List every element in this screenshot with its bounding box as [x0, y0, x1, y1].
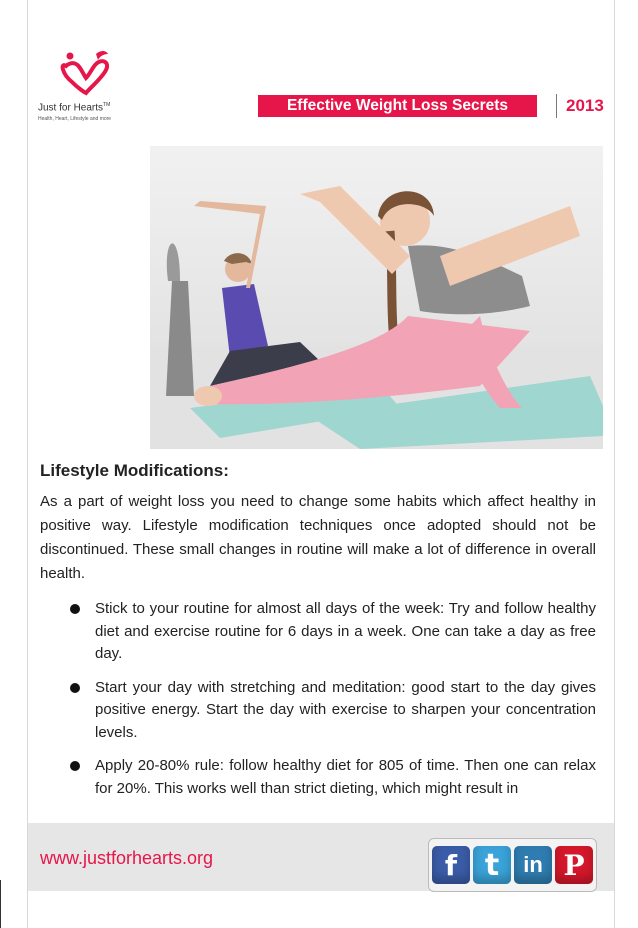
social-links — [428, 838, 597, 892]
linkedin-icon[interactable]: in — [514, 846, 552, 884]
brand-tagline: Health, Heart, Lifestyle and more — [38, 116, 112, 122]
section-heading: Lifestyle Modifications: — [40, 461, 229, 480]
list-item — [66, 598, 596, 666]
facebook-icon[interactable]: f — [432, 846, 470, 884]
pinterest-icon[interactable]: P — [555, 846, 593, 884]
header-year: 2013 — [566, 96, 604, 115]
list-item — [66, 677, 596, 745]
brand-name: Just for Hearts™ — [38, 102, 111, 114]
list-item — [66, 755, 596, 800]
heart-logo-icon — [56, 48, 116, 96]
header-title: Effective Weight Loss Secrets — [258, 95, 537, 117]
intro-paragraph: As a part of weight loss you need to change some habits which affect healthy in positive way. Lifestyle modification techniques once adopted should not be discontinued. These small changes in routine will make a lot of difference in overall health. — [40, 493, 596, 582]
twitter-icon[interactable]: t — [473, 846, 511, 884]
bullet-icon — [70, 761, 80, 771]
list-item-text: Stick to your routine for almost all days of the week: Try and follow healthy diet and exercise routine for 6 days in a week. One can take a day as free day. — [95, 600, 596, 662]
logo — [38, 48, 148, 128]
list-item-text: Start your day with stretching and meditation: good start to the day gives positive energy. Start the day with exercise to sharpen your concentration levels. — [95, 678, 596, 741]
bullet-icon — [70, 683, 80, 693]
tips-list — [66, 598, 596, 811]
hero-photo — [150, 146, 603, 449]
bullet-icon — [70, 604, 80, 614]
list-item-text: Apply 20-80% rule: follow healthy diet for 805 of time. Then one can relax for 20%. This works well than strict dieting, which might result in — [95, 757, 596, 797]
page-edge — [0, 880, 1, 928]
header-divider — [556, 94, 557, 118]
website-link[interactable]: www.justforhearts.org — [40, 848, 214, 868]
